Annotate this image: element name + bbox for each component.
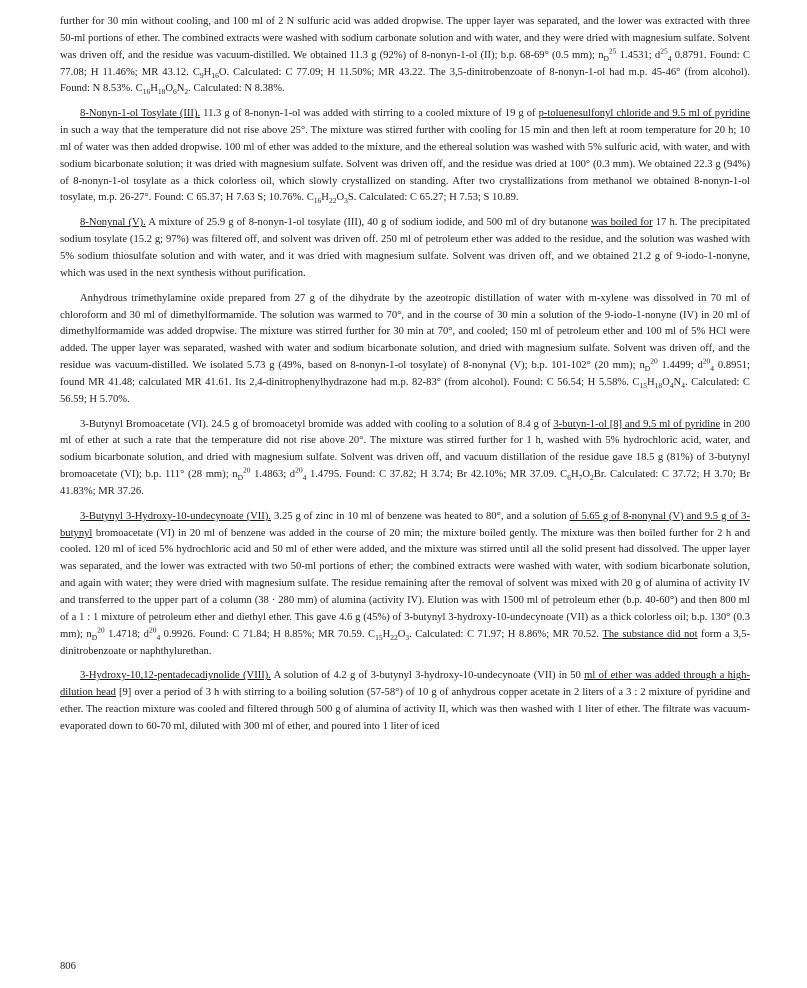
subscript: 16 (142, 87, 151, 97)
subscript: 4 (681, 380, 685, 390)
text-run: 1.4863; d (250, 469, 296, 481)
superscript: 20 (702, 356, 711, 366)
text-run: 11.3 g of 8-nonyn-1-ol was added with stirring to a cooled mixture of 19 g of (200, 108, 539, 120)
text-run: . Calculated: C 56.59; H 5.70%. (60, 376, 750, 405)
underlined-text: 8-Nonynal (V). (80, 217, 146, 229)
subscript: D (91, 632, 98, 642)
paragraph-hydroxy-undecynoate (60, 509, 750, 661)
subscript: 18 (157, 87, 166, 97)
underlined-text: of 5.65 g of 8-nonynal (V) and 9.5 g of 3-butynyl (60, 510, 751, 539)
underlined-text: ml of ether was added through a high-dilution head (60, 670, 750, 699)
text-run: [9] over a period of 3 h with stirring to a boiling solution (57-58°) of 10 g of anhydrous copper acetate in 2 liters of a 3 : 2 mixture of pyridine and ether. The reaction mixture was cooled and filtered through 500 g of alumina of activity II, which was then washed with 1 liter of ether. The filtrate was vacuum-evaporated down to 60-70 ml, diluted with 300 ml of ether, and poured into 1 liter of iced (60, 687, 750, 732)
subscript: 6 (567, 473, 571, 483)
subscript: 2 (184, 87, 189, 97)
text-run: H (321, 192, 329, 204)
subscript: 3 (405, 632, 410, 642)
text-run: A mixture of 25.9 g of 8-nonyn-1-ol tosylate (III), 40 g of sodium iodide, and 500 ml of dry butanone (145, 217, 592, 229)
paragraph-pentadecadiynolide (60, 668, 750, 735)
subscript: 2 (590, 473, 594, 483)
subscript: 4 (710, 364, 715, 374)
superscript: 25 (608, 46, 617, 56)
subscript: 15 (639, 380, 647, 390)
text-run: O (336, 192, 345, 204)
subscript: 4 (156, 632, 161, 642)
text-run: O (397, 628, 406, 640)
superscript: 20 (97, 625, 105, 635)
superscript: 20 (650, 356, 658, 366)
text-run: 1.4531; d (616, 49, 661, 61)
text-run: bromoacetate (VI) in 20 ml of benzene was added in the course of 20 min; the mixture boiled gently. The mixture was then boiled further for 2 h and cooled. 120 ml of iced 5% hydrochloric acid and 50 ml of ether were added, and the mixture was stirred until all the solid present had dissolved. The upper layer was separated, and the lower was extracted with two 50-ml portions of ether; the combined extracts were washed with water, with sodium bicarbonate solution, and again with water; they were dried with magnesium sulfate. The residue remaining after the removal of solvent was mixed with 20 g of alumina of activity IV and transferred to the upper part of a column (38 · 280 mm) of alumina (activity IV). Elution was with 1500 ml of petroleum ether (b.p. 40-60°) and then 800 ml of a 1 : 1 mixture of petroleum ether and diethyl ether. This gave 4.6 g (45%) of 3-butynyl 3-hydroxy-10-undecynoate (VII) as a thick colorless oil; b.p. 130° (0.3 mm); n (60, 527, 750, 640)
text-run: S. Calculated: C 65.27; H 7.53; S 10.89. (347, 192, 519, 204)
text-run: 0.9926. Found: C 71.84; H 8.85%; MR 70.59. C (160, 628, 376, 640)
subscript: 4 (669, 380, 674, 390)
text-run: O (165, 83, 174, 95)
subscript: 22 (390, 632, 398, 642)
paragraph-continuation (60, 14, 750, 98)
subscript: 4 (302, 473, 307, 483)
superscript: 20 (242, 465, 251, 475)
text-run: form a 3,5-dinitrobenzoate or naphthylurethan. (60, 628, 750, 657)
subscript: 3 (344, 196, 348, 206)
text-run: 1.4795. Found: C 37.82; H 3.74; Br 42.10%; MR 37.09. C (306, 469, 568, 481)
superscript: 20 (148, 625, 157, 635)
underlined-text: was boiled for (591, 217, 653, 229)
subscript: 6 (173, 87, 177, 97)
paragraph-trimethylamine-oxide (60, 291, 750, 409)
subscript: 15 (375, 632, 383, 642)
text-run: Br. Calculated: C 37.72; H 3.70; Br 41.83%; MR 37.26. (60, 469, 750, 497)
superscript: 25 (660, 46, 668, 56)
paragraph-nonynal (60, 215, 750, 282)
underlined-text: 3-Hydroxy-10,12-pentadecadiynolide (VIII). (80, 670, 271, 682)
subscript: 16 (211, 70, 219, 80)
subscript: 7 (578, 473, 583, 483)
underlined-text: 3-Butynyl 3-Hydroxy-10-undecynoate (VII). (80, 510, 272, 522)
article-body (60, 14, 750, 744)
text-run: O. Calculated: C 77.09; H 11.50%; MR 43.22. The 3,5-dinitrobenzoate of 8-nonyn-1-ol had m.p. 45-46° (from alcohol). Found: N 8.53%. C (60, 66, 750, 95)
subscript: 18 (654, 380, 663, 390)
text-run: Anhydrous trimethylamine oxide prepared from 27 g of the dihydrate by the azeotropic distillation of water with m-xylene was dissolved in 70 ml of chloroform and 30 ml of dimethylformamide. The solution was warmed to 70°, and in the course of 30 min a solution of the 9-iodo-1-nonyne (IV) in 20 ml of dimethylformamide was added dropwise. The mixture was stirred further for 30 min at 70°, and cooled; 150 ml of petroleum ether and 100 ml of 5% HCl were added. The upper layer was separated, washed with water and sodium bicarbonate solution, and dried with magnesium sulfate. Solvent was driven off, and the residue was vacuum-distilled. We isolated 5.73 g (49%, based on 8-nonyn-1-ol tosylate) of 8-nonynal (V); b.p. 101-102° (20 mm); n (60, 292, 750, 372)
subscript: D (603, 53, 609, 63)
text-run: 1.4499; d (657, 360, 703, 372)
subscript: 9 (199, 70, 204, 80)
underlined-text: 3-butyn-1-ol [8] and 9.5 ml of pyridine (553, 418, 721, 430)
subscript: 4 (667, 53, 672, 63)
subscript: D (237, 473, 243, 483)
text-run: . Calculated: N 8.38%. (188, 83, 285, 95)
paragraph-butynyl-bromoacetate (60, 417, 750, 501)
text-run: 0.8791. Found: C 77.08; H 11.46%; MR 43.12. C (60, 49, 750, 78)
text-run: 3.25 g of zinc in 10 ml of benzene was heated to 80°, and a solution (271, 510, 570, 522)
text-run: O (662, 376, 670, 388)
text-run: 3-Butynyl Bromoacetate (VI). 24.5 g of bromoacetyl bromide was added with cooling to a solution of 8.4 g of (80, 418, 554, 430)
text-run: 17 h. The precipitated sodium tosylate (15.2 g; 97%) was filtered off, and solvent was driven off. 250 ml of petroleum ether was added to the residue, and the solution was washed with 5% sodium thiosulfate solution and with water, and it was dried with magnesium sulfate. Solvent was driven off, and we obtained 21.2 g of 9-iodo-1-nonyne, which was used in the next synthesis without purification. (60, 217, 750, 279)
text-run: 1.4718; d (104, 628, 149, 640)
underlined-text: p-toluenesulfonyl chloride and 9.5 ml of pyridine (538, 108, 751, 120)
subscript: D (644, 364, 651, 374)
paragraph-nonynol-tosylate (60, 106, 750, 207)
subscript: 16 (313, 196, 322, 206)
text-run: H (150, 83, 158, 95)
page-number: 806 (60, 961, 76, 972)
text-run: further for 30 min without cooling, and 100 ml of 2 N sulfuric acid was added dropwise. The upper layer was separated, and the lower was extracted with three 50-ml portions of ether. The combined extracts were washed with sodium carbonate solution and with water, and they were dried with magnesium sulfate. Solvent was driven off, and the residue was vacuum-distilled. We obtained 11.3 g (92%) of 8-nonyn-1-ol (II); b.p. 68-69° (0.5 mm); n (60, 16, 750, 61)
text-run: in 200 ml of ether at such a rate that the temperature did not rise above 20°. The mixture was stirred further for 1 h, washed with 5% hydrochloric acid, water, and sodium bicarbonate solution, and dried with magnesium sulfate. Solvent was driven off, and vacuum distillation of the residue gave 18.5 g (81%) of 3-butynyl bromoacetate (VI); b.p. 111° (28 mm); n (60, 418, 750, 481)
text-run: H (203, 66, 212, 78)
text-run: N (176, 83, 185, 95)
subscript: 22 (328, 196, 337, 206)
underlined-text: The substance did not (602, 628, 698, 640)
text-run: N (673, 376, 682, 388)
superscript: 20 (295, 465, 303, 475)
underlined-text: 8-Nonyn-1-ol Tosylate (III). (80, 108, 201, 120)
text-run: O (582, 469, 591, 481)
text-run: . Calculated: C 71.97; H 8.86%; MR 70.52. (409, 628, 603, 640)
text-run: A solution of 4.2 g of 3-butynyl 3-hydroxy-10-undecynoate (VII) in 50 (270, 670, 585, 682)
text-run: H (646, 376, 655, 388)
text-run: in such a way that the temperature did not rise above 25°. The mixture was stirred further with cooling for 15 min and then left at room temperature for 20 h; 10 ml of water was then added dropwise. 100 ml of ether was added to the mixture, and the ethereal solution was washed with 5% sulfuric acid, with water, and with sodium bicarbonate solution; it was dried with magnesium sulfate. Solvent was driven off, and the residue was dried at 100° (0.3 mm). We obtained 22.3 g (94%) of 8-nonyn-1-ol tosylate as a thick colorless oil, which slowly crystallized on standing. After two crystallizations from methanol we obtained 8-nonyn-1-ol tosylate, m.p. 26-27°. Found: C 65.37; H 7.63 S; 10.76%. C (60, 125, 750, 204)
text-run: H (570, 469, 579, 481)
text-run: H (382, 628, 391, 640)
text-run: 0.8951; found MR 41.48; calculated MR 41.61. Its 2,4-dinitrophenylhydrazone had m.p. 82-83° (from alcohol). Found: C 56.54; H 5.58%. C (60, 360, 750, 388)
